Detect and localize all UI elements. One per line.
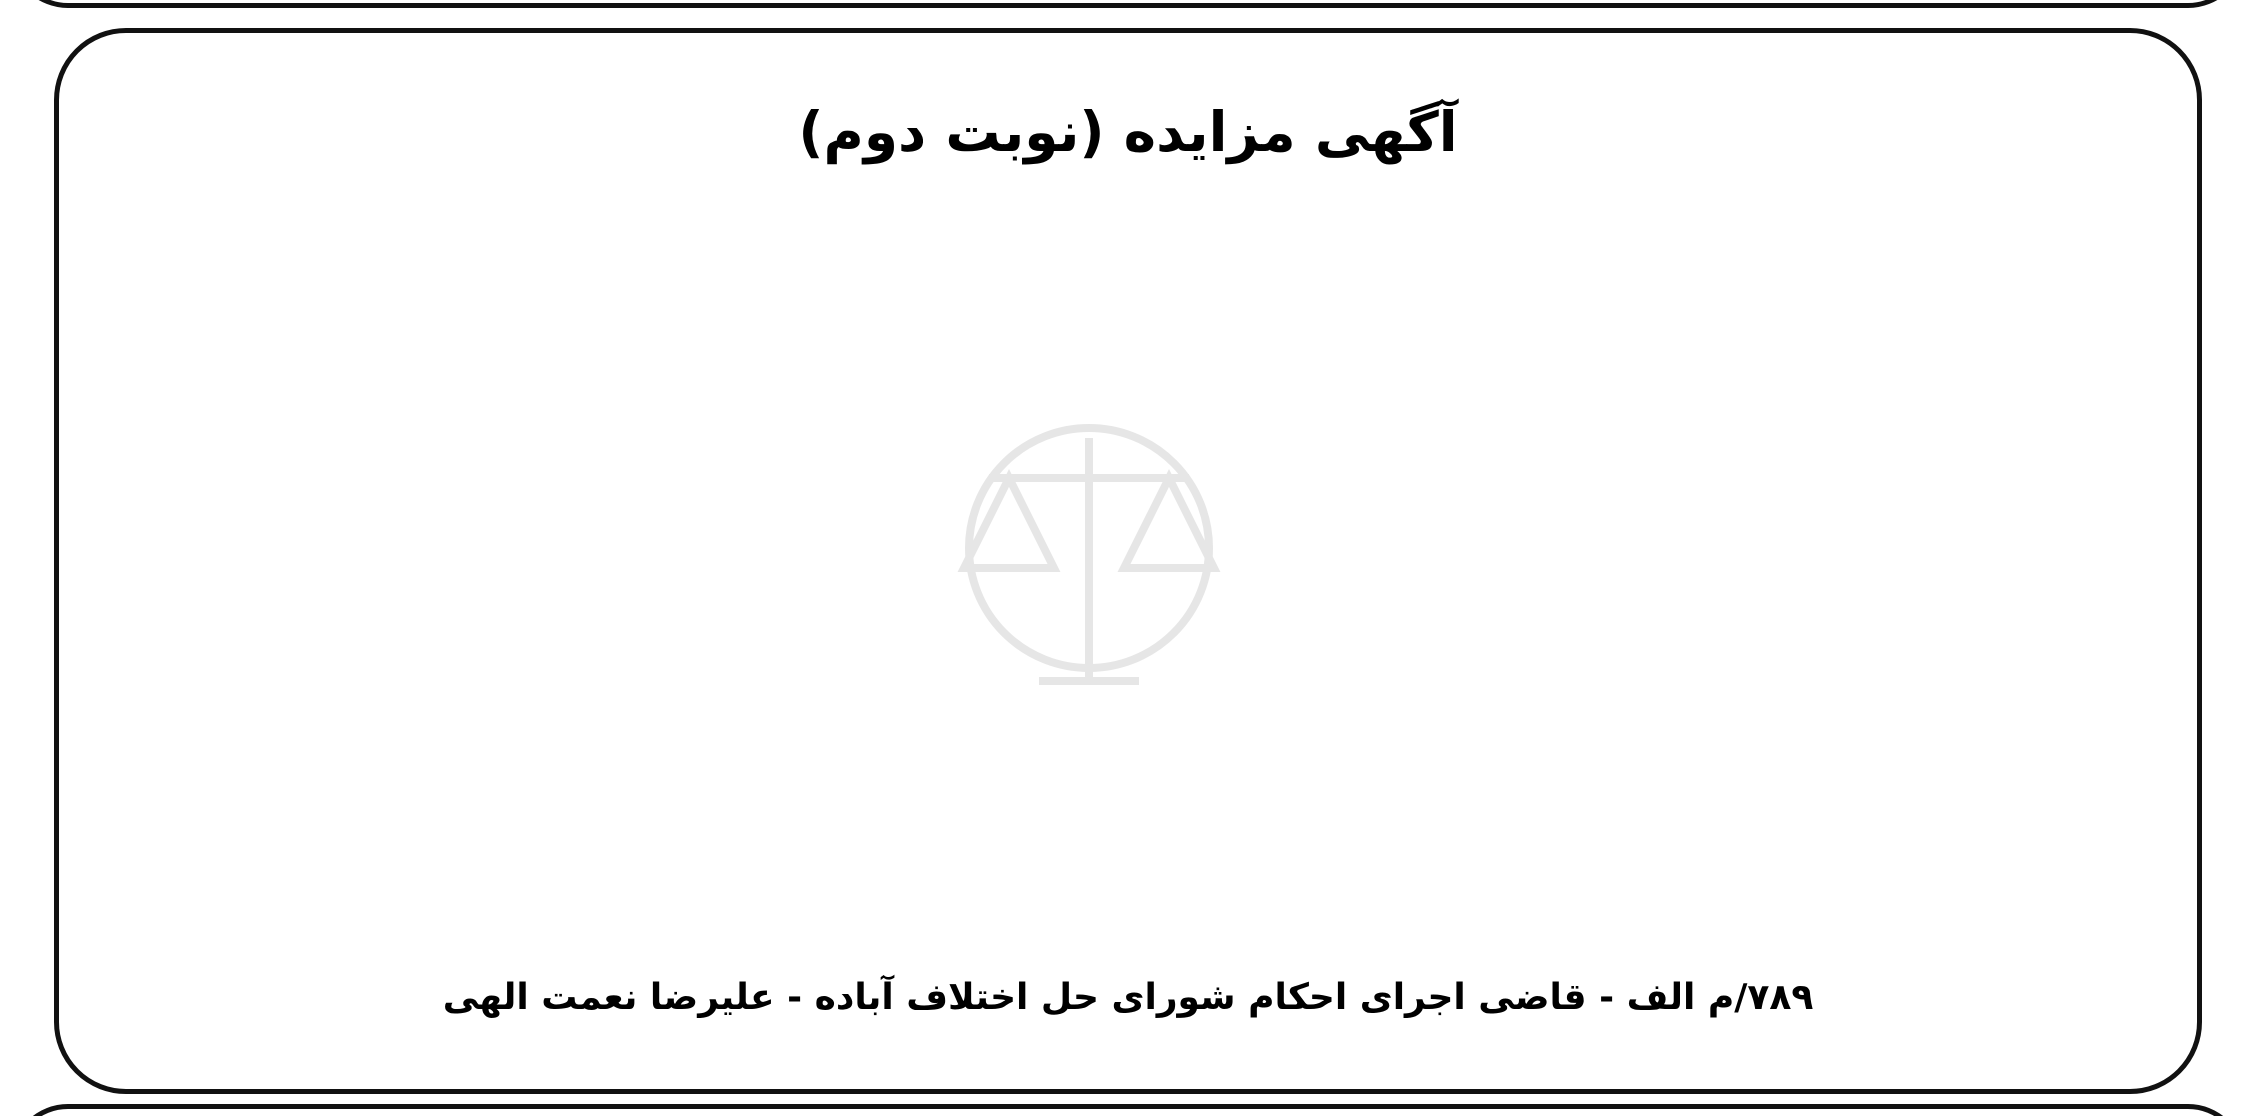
notice-signature: ۷۸۹/م الف - قاضی اجرای احکام شورای حل اختلاف آباده - علیرضا نعمت الهی (442, 977, 1814, 1018)
auction-notice-box (54, 28, 2202, 1094)
notice-body (97, 135, 2159, 1001)
next-notice-border (10, 1104, 2246, 1116)
notice-title: آگهی مزایده (نوبت دوم) (798, 99, 1458, 164)
previous-notice-border (10, 0, 2246, 8)
